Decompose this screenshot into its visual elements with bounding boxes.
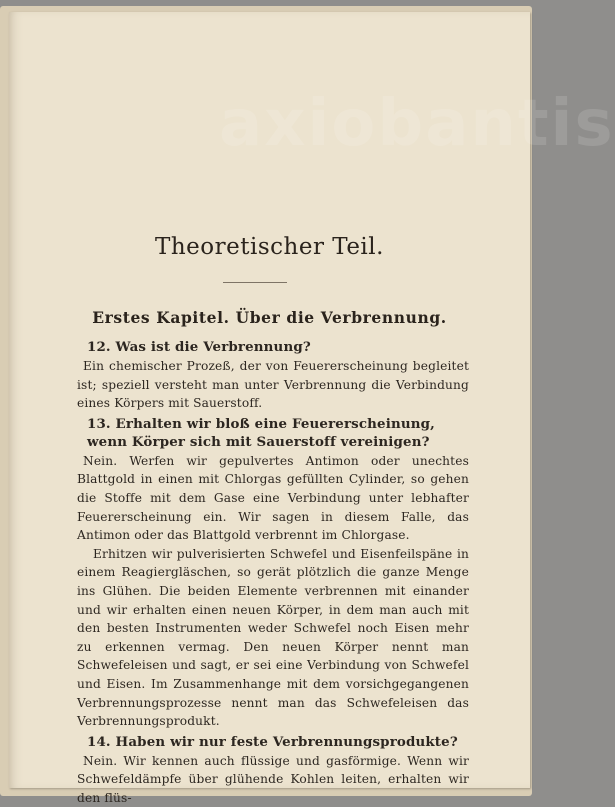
answer-13-paragraph-1: Nein. Werfen wir gepulvertes Antimon oder unechtes Blattgold in einen mit Chlorgas gefüllten Cylinder, so gehen die Stoffe mit dem Gase eine Verbindung unter lebhafter Feuererscheinung ein. Wir sagen in diesem Falle, das Antimon oder das Blattgold verbrennt im Chlorgase. [77,453,469,543]
body-text [77,336,469,807]
question-12: 12. Was ist die Verbrennung? [87,339,311,355]
question-14: 14. Haben wir nur feste Verbrennungsprodukte? [87,733,458,750]
answer-13-paragraph-2: Erhitzen wir pulverisierten Schwefel und Eisenfeilspäne in einem Reagiergläschen, so gerät plötzlich die ganze Menge ins Glühen. Die beiden Elemente verbrennen mit einander und wir erhalten einen neuen Körper, in dem man auch mit den besten Instrumenten weder Schwefel noch Eisen mehr zu erkennen vermag. Den neuen Körper nennt man Schwefeleisen und sagt, er sei eine Verbindung von Schwefel und Eisen. Im Zusammenhange mit dem vorsichgegangenen Verbrennungsprozesse nennt man das Schwefeleisen das Verbrennungsprodukt. [77,546,469,729]
chapter-subheading: Erstes Kapitel. Über die Verbrennung. [92,308,447,327]
watermark: axiobantis [219,87,615,161]
answer-14-paragraph: Nein. Wir kennen auch flüssige und gasförmige. Wenn wir Schwefeldämpfe über glühende Kohlen leiten, erhalten wir den flüs- [77,753,469,805]
book-page [9,12,615,805]
question-13: 13. Erhalten wir bloß eine Feuererscheinung, wenn Körper sich mit Sauerstoff vereinigen? [87,415,435,450]
answer-12-paragraph: Ein chemischer Prozeß, der von Feuererscheinung begleitet ist; speziell versteht man unter Verbrennung die Verbindung eines Körpers mit Sauerstoff. [77,359,469,411]
chapter-heading: Theoretischer Teil. [155,234,384,260]
heading-rule [223,282,287,283]
